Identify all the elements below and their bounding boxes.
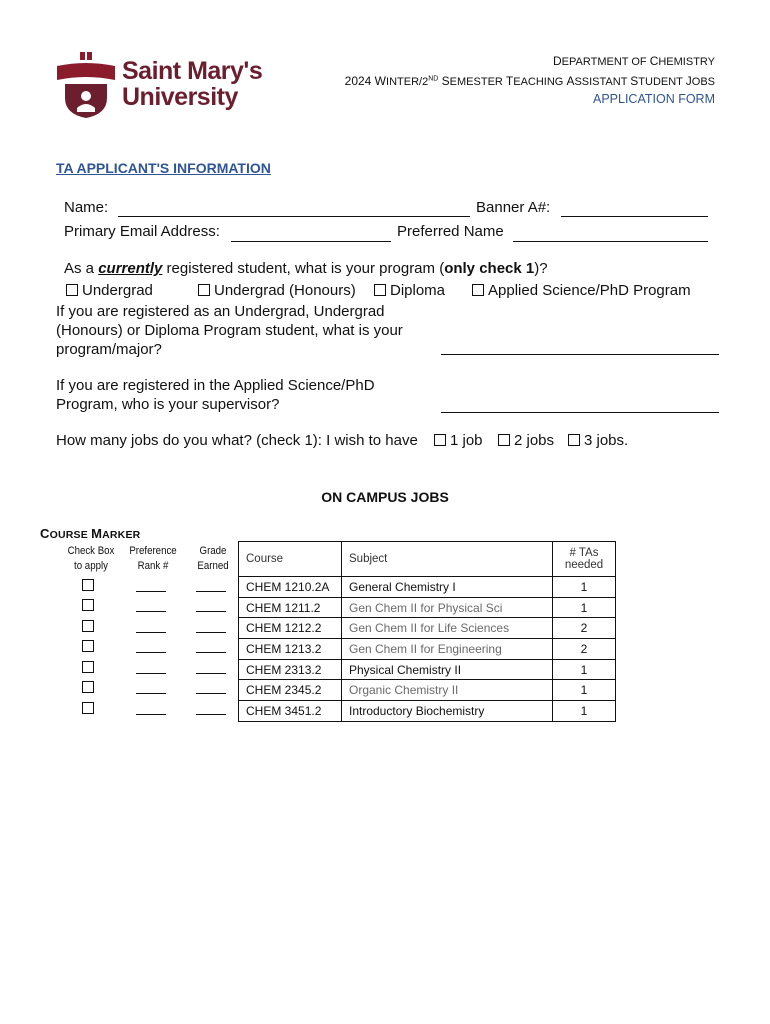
grade-blank[interactable] (196, 652, 226, 653)
logo-wordmark: Saint Mary's University (122, 57, 263, 111)
banner-label: Banner A#: (476, 199, 551, 216)
header-tas-needed: # TAs needed (553, 542, 616, 577)
option-applied-science-phd[interactable]: Applied Science/PhD Program (472, 282, 691, 299)
apply-checkbox[interactable] (82, 599, 94, 611)
checkbox[interactable] (434, 434, 446, 446)
header-course: Course (239, 542, 342, 577)
apply-checkbox[interactable] (82, 681, 94, 693)
grade-blank[interactable] (196, 611, 226, 612)
supervisor-question: If you are registered in the Applied Science/PhD Program, who is your supervisor? (56, 377, 375, 413)
course-cell: CHEM 1210.2A (239, 577, 342, 598)
section-title: TA APPLICANT'S INFORMATION (56, 160, 271, 176)
tas-cell: 2 (553, 618, 616, 639)
jobs-table (238, 541, 616, 722)
preferred-name-label: Preferred Name (397, 223, 504, 240)
apply-checkbox[interactable] (82, 702, 94, 714)
option-undergrad-honours[interactable]: Undergrad (Honours) (198, 282, 356, 299)
col-preference: Preference Rank # (129, 545, 177, 572)
grade-blank[interactable] (196, 714, 226, 715)
course-cell: CHEM 3451.2 (239, 701, 342, 722)
apply-checkbox[interactable] (82, 620, 94, 632)
col-check-box: Check Box to apply (67, 545, 115, 572)
subject-cell: Gen Chem II for Physical Sci (342, 597, 553, 618)
checkbox[interactable] (66, 284, 78, 296)
subject-cell: General Chemistry I (342, 577, 553, 598)
checkbox[interactable] (568, 434, 580, 446)
email-field[interactable] (231, 241, 391, 242)
table-row (239, 639, 616, 660)
tas-cell: 1 (553, 577, 616, 598)
supervisor-field[interactable] (441, 412, 719, 413)
major-question: If you are registered as an Undergrad, Undergrad (Honours) or Diploma Program student, what is your program/major? (56, 303, 403, 358)
preference-blank[interactable] (136, 693, 166, 694)
subject-cell: Gen Chem II for Engineering (342, 639, 553, 660)
col-grade: Grade Earned (197, 545, 229, 572)
option-1-job[interactable]: 1 job (434, 432, 483, 449)
option-3-jobs[interactable]: 3 jobs. (568, 432, 628, 449)
option-undergrad[interactable]: Undergrad (66, 282, 153, 299)
name-field[interactable] (118, 216, 470, 217)
course-marker-title: COURSE MARKER (40, 526, 141, 541)
email-label: Primary Email Address: (64, 223, 220, 240)
banner-field[interactable] (561, 216, 708, 217)
table-header-row (239, 542, 616, 577)
table-row (239, 659, 616, 680)
tas-cell: 2 (553, 639, 616, 660)
apply-checkbox[interactable] (82, 661, 94, 673)
preference-blank[interactable] (136, 673, 166, 674)
table-row (239, 597, 616, 618)
major-field[interactable] (441, 354, 719, 355)
tas-cell: 1 (553, 701, 616, 722)
form-title: APPLICATION FORM (592, 92, 715, 106)
tas-cell: 1 (553, 597, 616, 618)
grade-blank[interactable] (196, 632, 226, 633)
subject-cell: Physical Chemistry II (342, 659, 553, 680)
subject-cell: Gen Chem II for Life Sciences (342, 618, 553, 639)
header-subject: Subject (342, 542, 553, 577)
option-2-jobs[interactable]: 2 jobs (498, 432, 554, 449)
option-diploma[interactable]: Diploma (374, 282, 445, 299)
apply-checkbox[interactable] (82, 640, 94, 652)
tas-cell: 1 (553, 659, 616, 680)
table-row (239, 618, 616, 639)
checkbox[interactable] (198, 284, 210, 296)
grade-blank[interactable] (196, 591, 226, 592)
checkbox[interactable] (374, 284, 386, 296)
grade-blank[interactable] (196, 693, 226, 694)
preference-blank[interactable] (136, 611, 166, 612)
tas-cell: 1 (553, 680, 616, 701)
preference-blank[interactable] (136, 632, 166, 633)
preference-blank[interactable] (136, 591, 166, 592)
course-cell: CHEM 1213.2 (239, 639, 342, 660)
apply-checkbox[interactable] (82, 579, 94, 591)
checkbox[interactable] (498, 434, 510, 446)
subject-cell: Introductory Biochemistry (342, 701, 553, 722)
course-cell: CHEM 2313.2 (239, 659, 342, 680)
subject-cell: Organic Chemistry II (342, 680, 553, 701)
name-label: Name: (64, 199, 109, 216)
table-row (239, 701, 616, 722)
semester-heading: 2024 WINTER/2ND SEMESTER TEACHING ASSISTANT STUDENT JOBS (344, 74, 715, 88)
course-cell: CHEM 2345.2 (239, 680, 342, 701)
preferred-name-field[interactable] (513, 241, 708, 242)
jobs-question: How many jobs do you what? (check 1): I wish to have (56, 432, 418, 449)
checkbox[interactable] (472, 284, 484, 296)
course-cell: CHEM 1211.2 (239, 597, 342, 618)
program-question: As a currently registered student, what is your program (only check 1)? (64, 260, 548, 277)
on-campus-jobs-title: ON CAMPUS JOBS (321, 489, 449, 505)
table-row (239, 680, 616, 701)
preference-blank[interactable] (136, 652, 166, 653)
preference-blank[interactable] (136, 714, 166, 715)
table-row (239, 577, 616, 598)
course-cell: CHEM 1212.2 (239, 618, 342, 639)
grade-blank[interactable] (196, 673, 226, 674)
department-heading: DEPARTMENT OF CHEMISTRY (553, 54, 715, 68)
